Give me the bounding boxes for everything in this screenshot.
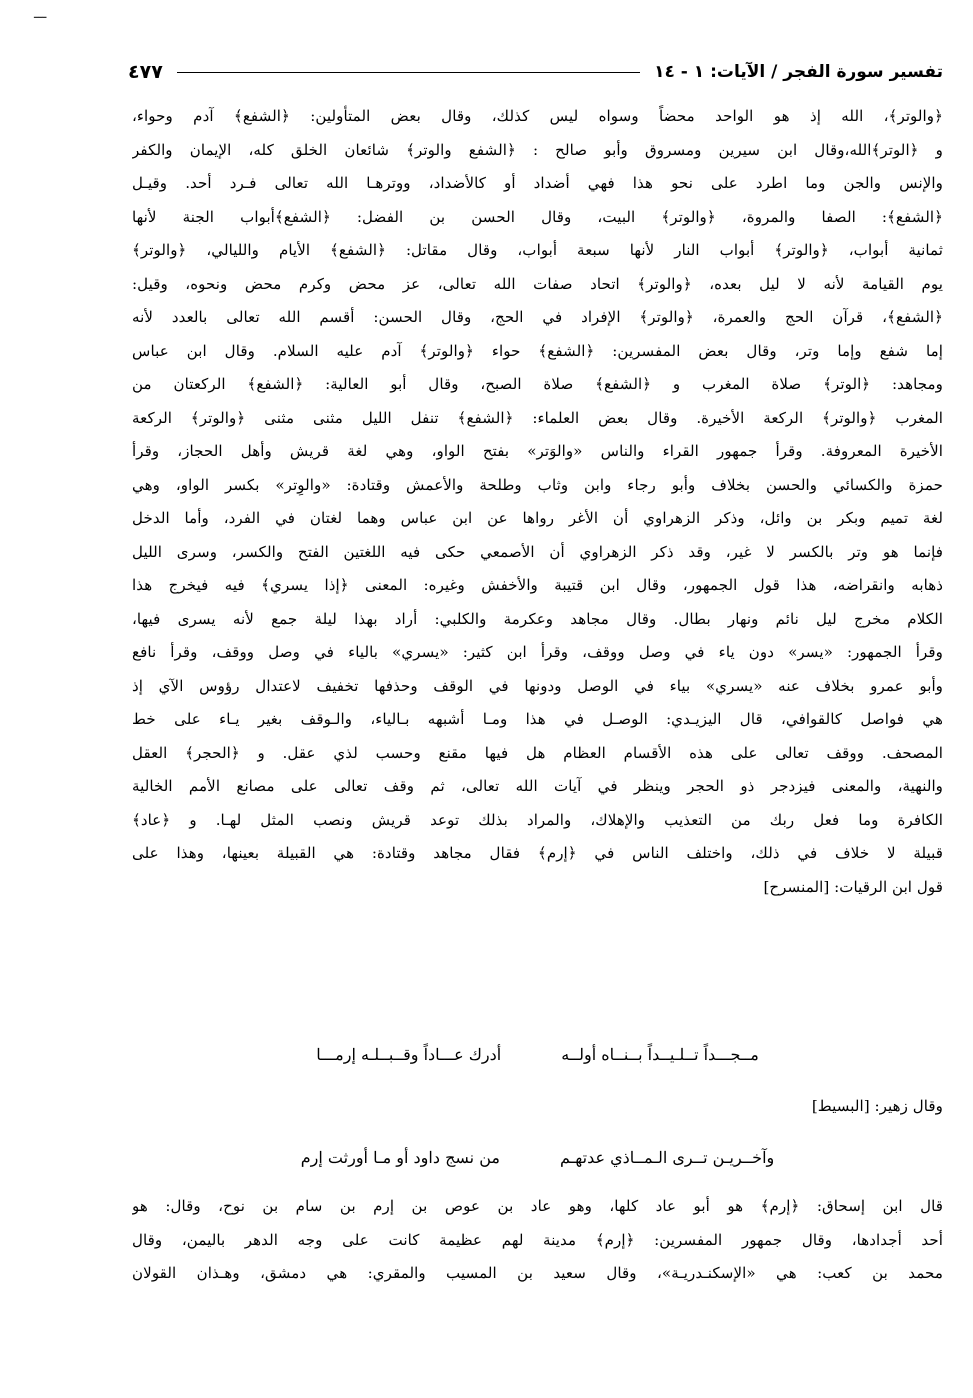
corner-mark: ـــ <box>34 6 47 22</box>
text-line: والنهية، والمعنى فيزدجر ذو الحجر وينظر في آيات الله تعالى، ثم وقف تعالى على مصانع الأمم الخالية <box>132 777 943 795</box>
text-line: حمزة والكسائي والحسن بخلاف وأبو رجاء وابن وثاب وطلحة والأعمش وقتادة: «والوِتر» بكسر الواو، وهي <box>132 475 943 494</box>
page-header <box>128 52 943 92</box>
header-rule <box>177 72 640 73</box>
text-line: ومجاهد: ﴿الوتر﴾ صلاة المغرب و ﴿الشفع﴾ صلاة الصبح، وقال أبو العالية: ﴿الشفع﴾ الركعتان من <box>132 375 943 393</box>
text-line: ثمانية أبواب، ﴿والوتر﴾ أبواب النار لأنها سبعة أبواب، وقال مقاتل: ﴿الشفع﴾ الأيام والليالي، ﴿والوتر﴾ <box>132 241 943 259</box>
verse-hemistich: من نسج داود أو مـا أورثت إرم <box>300 1148 500 1167</box>
text-line: الأخيرة المعروفة. وقرأ جمهور القراء والناس «والوَتر» بفتح الواو، وهي لغة قريش وأهل الحجاز، وقرأ <box>132 442 943 460</box>
text-line: هي فواصل كالقوافي، قال اليزيـدي: الوصـل في هذا ومـا أشبهه بـالياء، والـوقف بغير يـاء على خط <box>132 710 943 728</box>
poem-verse-2 <box>132 1143 943 1173</box>
text-line: قول ابن الرقيات: [المنسرح] <box>763 877 943 896</box>
text-line: يوم القيامة لأنه لا ليل بعده، ﴿والوتر﴾ اتحاد صفات الله تعالى، عز محض وكرم محض ونحوه، وقيل: <box>132 274 943 293</box>
text-line: إما شفع وإما وتر، وقال بعض المفسرين: ﴿الشفع﴾ حواء ﴿والوتر﴾ آدم عليه السلام. وقال ابن عباس <box>132 341 943 360</box>
text-line: لغة تميم وبكر بن وائل، وذكر الزهراوي أن الأغر رواها عن ابن عباس وهما لغتان في الفرد، وأما الدخل <box>132 509 943 527</box>
text-line: قبيلة لا خلاف في ذلك، واختلف الناس في ﴿إرم﴾ فقال مجاهد وقتادة: هي القبيلة بعينها، وهذا على <box>132 844 943 862</box>
text-line: ذهابه وانقراضه، هذا قول الجمهور، وقال ابن قتيبة والأخفش وغيره: المعنى ﴿إذا يسري﴾ فيه فيخرج هذا <box>132 576 943 594</box>
verse-hemistich: وآخــريـن تــرى الـمــاذي عدتهـم <box>559 1148 775 1167</box>
text-line: الكافرة وما فعل ربك من التعذيب والإهلاك، والمراد بذلك توعد قريش ونصب المثل لهـا. و ﴿عاد﴾ <box>132 810 943 829</box>
text-line: فإنما هو وتر بالكسر لا غير، وقد ذكر الزهراوي أن الأصمعي حكى فيه اللغتين الفتح والكسر، وسرى الليل <box>132 542 943 561</box>
body-paragraph-2 <box>132 1190 943 1291</box>
poem-verse-1 <box>132 1040 943 1070</box>
text-line: المصحف. ووقف تعالى على هذه الأقسام العظام هل فيها مقنع وحسب لذي عقل. و ﴿الحجر﴾ العقل <box>132 743 943 762</box>
verse-hemistich: مــجـــداً تــلـيــداً بــنــاه أولــه <box>561 1045 759 1064</box>
text-line: وأبو عمرو بخلاف عنه «يسري» بياء في الوصل ودونها في الوقف وحذفها تخفيف لاعتدال رؤوس الآي إذ <box>132 676 943 695</box>
text-line: و ﴿الوتر﴾الله،وقال ابن سيرين ومسروق وأبو صالح : ﴿الشفع والوتر﴾ شائعان الخلق كله، الإيمان والكفر <box>132 140 943 159</box>
text-line: أحد أجدادها، وقال جمهور المفسرين: ﴿إرم﴾ مدينة لهم عظيمة كانت على وجه الدهر باليمن، وقال <box>132 1230 943 1249</box>
running-title: تفسير سورة الفجر / الآيات: ١ - ١٤ <box>654 62 943 82</box>
text-line: الكلام مخرج ليل نائم ونهار بطال. وقال مجاهد وعكرمة والكلبي: أراد بهذا ليلة جمع لأنه يسرى فيها، <box>132 609 943 628</box>
text-line: ﴿الشفع﴾، قرآن الحج والعمرة، ﴿والوتر﴾ الإفراد في الحج، وقال الحسن: أقسم الله تعالى بالعدد لأنه <box>132 308 943 326</box>
body-paragraph-1 <box>132 100 943 904</box>
text-line: ﴿الشفع﴾: الصفا والمروة، ﴿والوتر﴾ البيت، وقال الحسن بن الفضل: ﴿الشفع﴾أبواب الجنة لأنها <box>132 207 943 226</box>
text-line: محمد بن كعب: هي «الإسكنـدريـة»، وقال سعيد بن المسيب والمقري: هي دمشق، وهـذان القولان <box>132 1264 943 1282</box>
text-line: ﴿والوتر﴾، الله إذ هو الواحد محضاً وسواه ليس كذلك، وقال بعض المتأولين: ﴿الشفع﴾ آدم وحواء، <box>132 107 943 125</box>
text-line: وقرأ الجمهور: «يسر» دون ياء في وصل ووقف، وقرأ ابن كثير: «يسري» بالياء في وصل ووقف، وقرأ نافع <box>132 643 943 661</box>
verse-intro: وقال زهير: [البسيط] <box>811 1097 943 1115</box>
page-number: ٤٧٧ <box>128 61 163 83</box>
verse-hemistich: أدرك عـــاداً وقــبــلـه إرمـــا <box>316 1045 502 1064</box>
text-line: والإنس والجن وما اطرد على نحو هذا فهي أضداد أو كالأضداد، ووترهـا الله تعالى فـرد أحد. وقيـل <box>132 174 943 192</box>
text-line: قال ابن إسحاق: ﴿إرم﴾ هو أبو عاد كلها، وهو عاد بن عوص بن إرم بن سام بن نوح، وقال: هو <box>132 1197 943 1215</box>
text-line: المغرب ﴿والوتر﴾ الركعة الأخيرة. وقال بعض العلماء: ﴿الشفع﴾ تنفل الليل مثنى مثنى ﴿والوتر﴾ الركعة <box>132 408 943 427</box>
